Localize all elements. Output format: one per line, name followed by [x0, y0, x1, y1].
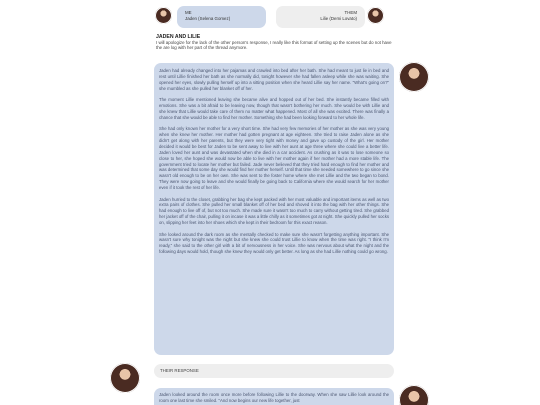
avatar-jaden	[399, 62, 429, 92]
avatar-them	[367, 7, 384, 24]
avatar-jaden-2	[399, 385, 429, 405]
message-bubble-jaden-2	[154, 388, 394, 405]
me-card	[177, 6, 266, 28]
story-intro: I will apologize for the lack of the other person's response, I really like this format of setting up the scenes but do not have the are log with her part of the thread anymore.	[156, 40, 392, 51]
their-response-bubble: THEIR RESPONSE	[154, 364, 394, 378]
message-paragraph: The moment Lillie mentioned leaving she became alive and hopped out of her bed. She instantly became filled with emotions. She was a bit afraid to be leaving now, though that wasn't bothering her much. She would be with Lillie and she knew that Lillie would take care of them no matter what happened. Most of all she was excited. There was finally a chance that she would be able to find her mother. Something she had been looking forward to her whole life.	[159, 97, 389, 120]
message-paragraph: She had only known her mother for a very short time. She had very few memories of her mother as she was very young when she knew her mother. Her mother had gotten pregnant at age eighteen. She tried to raise Jaden alone as she didn't get along with her parents, but they were very tight with money and gave up custody of the girl. Her mother decided it would be best for Jaden to be sent away to live with her aunt at age three where she could live a better life. Jaden loved her aunt and was devastated when she died in a car accident. As crushing as it was to lose someone so close to her, she hoped she would now be able to live with her mother again if her mother had a more stable life. The government tried to locate her mother but failed. Jade never believed that they tried hard enough to find her mother and was determined that some day she would find her mother herself. Until that time she needed somewhere to go since she wasn't old enough to be on her own. She was sent to the foster home where she met Lillie and the two began to bond. They were now going to leave and she would finally be going back to California where she would search for her mother even if it took the rest of her life.	[159, 126, 389, 190]
them-label: THEM	[344, 10, 357, 15]
message-bubble-jaden	[154, 63, 394, 355]
message-paragraph: Jaden hurried to the closet, grabbing her bag she kept packed with her most valuable and important items as well as two extra pairs of clothes. She pulled her small blanket off of her bed and shoved it into the bag with her other things. She had enough to live off of, but not too much. She made sure it wasn't too much to carry without getting tired. She grabbed her jacket off of the chair, pulling it on incase it was a little chilly as it sometimes got at night. She quickly pulled her socks on, slipping her feet into her shoes which she kept in their bedroom for this exact reason.	[159, 196, 389, 225]
avatar-me	[155, 7, 172, 24]
me-name: Jaden (Selena Gomez)	[185, 16, 231, 21]
me-label: ME	[185, 10, 192, 15]
them-card	[276, 6, 365, 28]
avatar-lilie	[110, 363, 140, 393]
message-paragraph: Jaden looked around the room once more before following Lillie to the doorway. When she saw Lillie look around the room one last time she smiled. "And now begins our new life together, just	[159, 392, 389, 403]
story-title: JADEN AND LILIE	[156, 34, 201, 40]
them-name: Lilie (Demi Lovato)	[320, 16, 357, 21]
message-paragraph: Jaden had already changed into her pajamas and crawled into bed after her bath. She had meant to just lie in bed and rest until Lillie finished her bath as she normally did, tonight however she had fallen asleep while she was waiting. She opened her eyes, slowly pulling herself up into a sitting position when she heard Lillie say her name. "What's going on?" she mumbled as she pulled her blanket off of her.	[159, 68, 389, 91]
message-paragraph: She looked around the dark room as she mentally checked to make sure she wasn't forgetting anything important. She wasn't sure why tonight was the night but she knew she could trust Lillie to know when the time was right. "I think I'm ready," she said to the other girl with a bit of nervousness in her voice. She was nervous about what the night and the following days would hold, though she knew they would only get better. As long as she had Lillie nothing could go wrong.	[159, 231, 389, 255]
